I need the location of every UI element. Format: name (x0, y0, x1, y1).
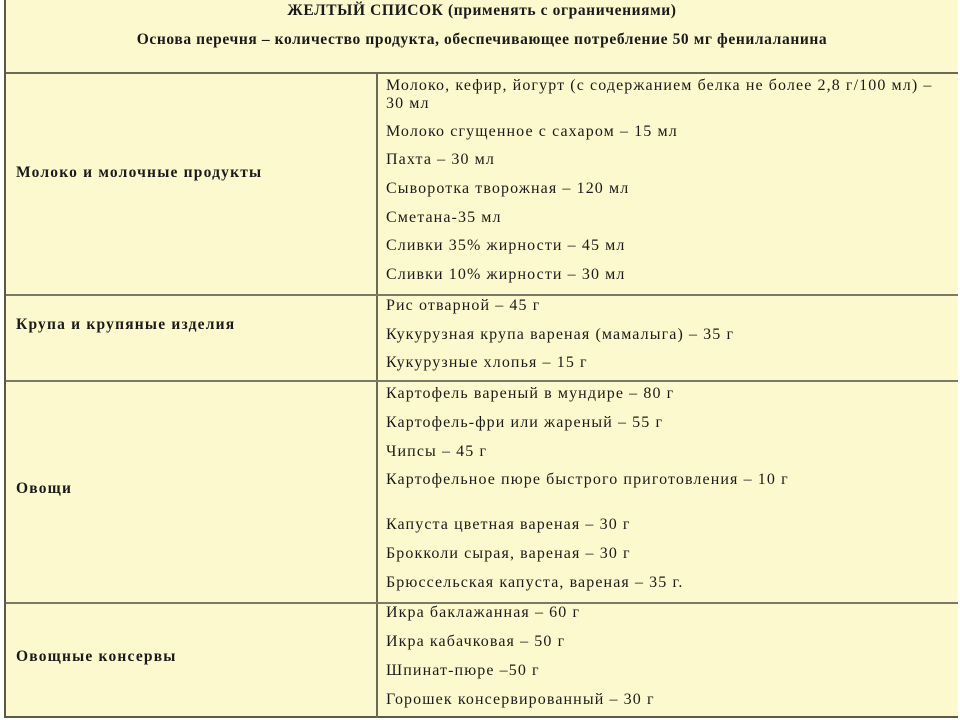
yellow-list-table (4, 0, 958, 718)
list-item: Горошек консервированный – 30 г (386, 691, 655, 708)
list-item: Картофель-фри или жареный – 55 г (386, 414, 664, 431)
list-item: Пахта – 30 мл (386, 151, 495, 168)
list-item: Брюссельская капуста, вареная – 35 г. (386, 574, 684, 591)
category-label: Крупа и крупяные изделия (16, 316, 236, 333)
list-item: Картофель вареный в мундире – 80 г (386, 385, 675, 402)
list-item: Шпинат-пюре –50 г (386, 662, 540, 679)
section-grains (6, 296, 958, 382)
table-title: ЖЕЛТЫЙ СПИСОК (применять с ограничениями) (287, 2, 677, 19)
list-item: Сливки 35% жирности – 45 мл (386, 237, 626, 254)
category-cell (6, 74, 378, 294)
category-label: Овощи (16, 480, 73, 497)
section-canned-vegetables (6, 604, 958, 718)
list-item: Молоко, кефир, йогурт (с содержанием белка не более 2,8 г/100 мл) – 30 мл (386, 77, 933, 112)
table-subtitle: Основа перечня – количество продукта, обеспечивающее потребление 50 мг фенилаланина (136, 31, 828, 48)
list-item: Икра баклажанная – 60 г (386, 604, 581, 621)
list-item: Кукурузная крупа вареная (мамалыга) – 35 г (386, 326, 735, 343)
list-item: Икра кабачковая – 50 г (386, 633, 566, 650)
category-cell (6, 382, 378, 602)
list-item: Сыворотка творожная – 120 мл (386, 180, 630, 197)
table-header (6, 0, 958, 74)
category-label: Молоко и молочные продукты (16, 164, 263, 181)
category-cell (6, 604, 378, 718)
category-label: Овощные консервы (16, 648, 177, 665)
list-item: Картофельное пюре быстрого приготовления – 10 г (386, 471, 789, 488)
list-item: Кукурузные хлопья – 15 г (386, 354, 588, 371)
list-item: Рис отварной – 45 г (386, 297, 541, 314)
list-item: Молоко сгущенное с сахаром – 15 мл (386, 123, 678, 140)
list-item: Брокколи сырая, вареная – 30 г (386, 545, 631, 562)
list-item: Сливки 10% жирности – 30 мл (386, 266, 626, 283)
list-item: Капуста цветная вареная – 30 г (386, 516, 631, 533)
category-cell (6, 296, 378, 380)
list-item: Сметана-35 мл (386, 209, 502, 226)
list-item: Чипсы – 45 г (386, 443, 488, 460)
section-vegetables (6, 382, 958, 604)
section-dairy (6, 74, 958, 296)
